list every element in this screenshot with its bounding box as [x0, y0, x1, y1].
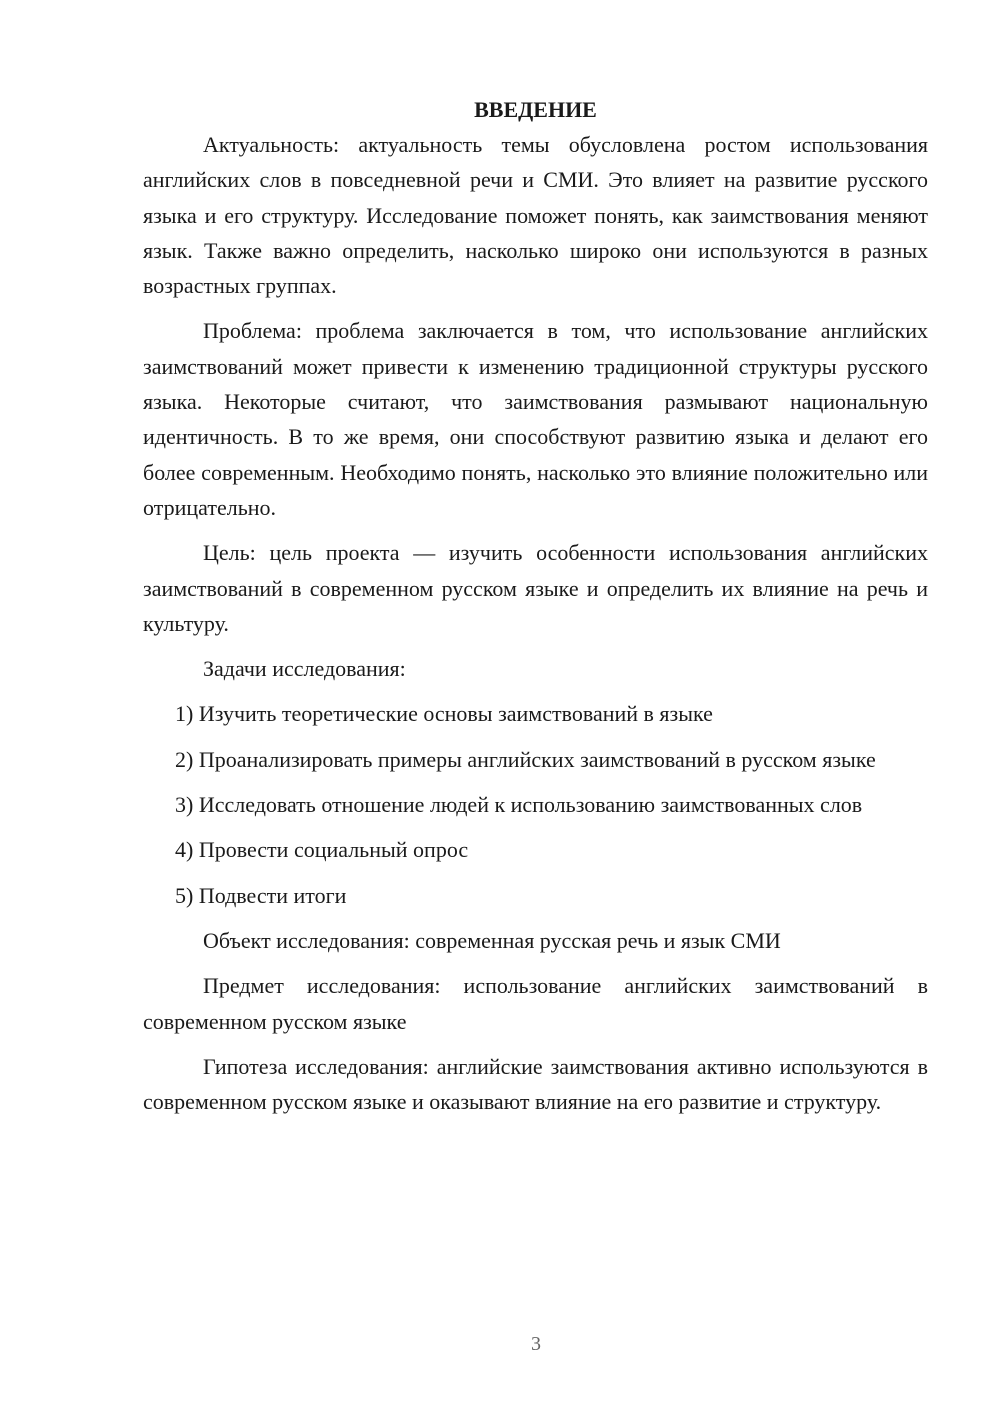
section-title: ВВЕДЕНИЕ	[474, 97, 597, 122]
tasks-heading: Задачи исследования:	[203, 656, 406, 682]
paragraph-hypothesis: Гипотеза исследования: английские заимствования активно используются в современном русском языке и оказывают влияние на его развитие и структуру.	[143, 1053, 928, 1115]
task-item-2: 2) Проанализировать примеры английских заимствований в русском языке	[175, 746, 876, 772]
task-item-4: 4) Провести социальный опрос	[175, 837, 469, 863]
paragraph-subject: Предмет исследования: использование английских заимствований в современном русском языке	[143, 973, 928, 1034]
paragraph-goal: Цель: цель проекта — изучить особенности использования английских заимствований в современном русском языке и определить их влияние на речь и культуру.	[143, 540, 928, 636]
document-page	[143, 92, 928, 1129]
page-number: 3	[531, 1333, 541, 1355]
paragraph-problem: Проблема: проблема заключается в том, что использование английских заимствований может привести к изменению традиционной структуры русского языка. Некоторые считают, что заимствования размывают национальную идентичность. В то же время, они способствуют развитию языка и делают его более современным. Необходимо понять, насколько это влияние положительно или отрицательно.	[143, 318, 928, 520]
task-item-3: 3) Исследовать отношение людей к использованию заимствованных слов	[175, 792, 863, 818]
task-item-5: 5) Подвести итоги	[175, 882, 347, 908]
paragraph-relevance: Актуальность: актуальность темы обусловлена ростом использования английских слов в повседневной речи и СМИ. Это влияет на развитие русского языка и его структуру. Исследование поможет понять, как заимствования меняют язык. Также важно определить, насколько широко они используются в разных возрастных группах.	[143, 132, 928, 299]
task-item-1: 1) Изучить теоретические основы заимствований в языке	[175, 701, 713, 727]
paragraph-object: Объект исследования: современная русская речь и язык СМИ	[203, 927, 781, 953]
